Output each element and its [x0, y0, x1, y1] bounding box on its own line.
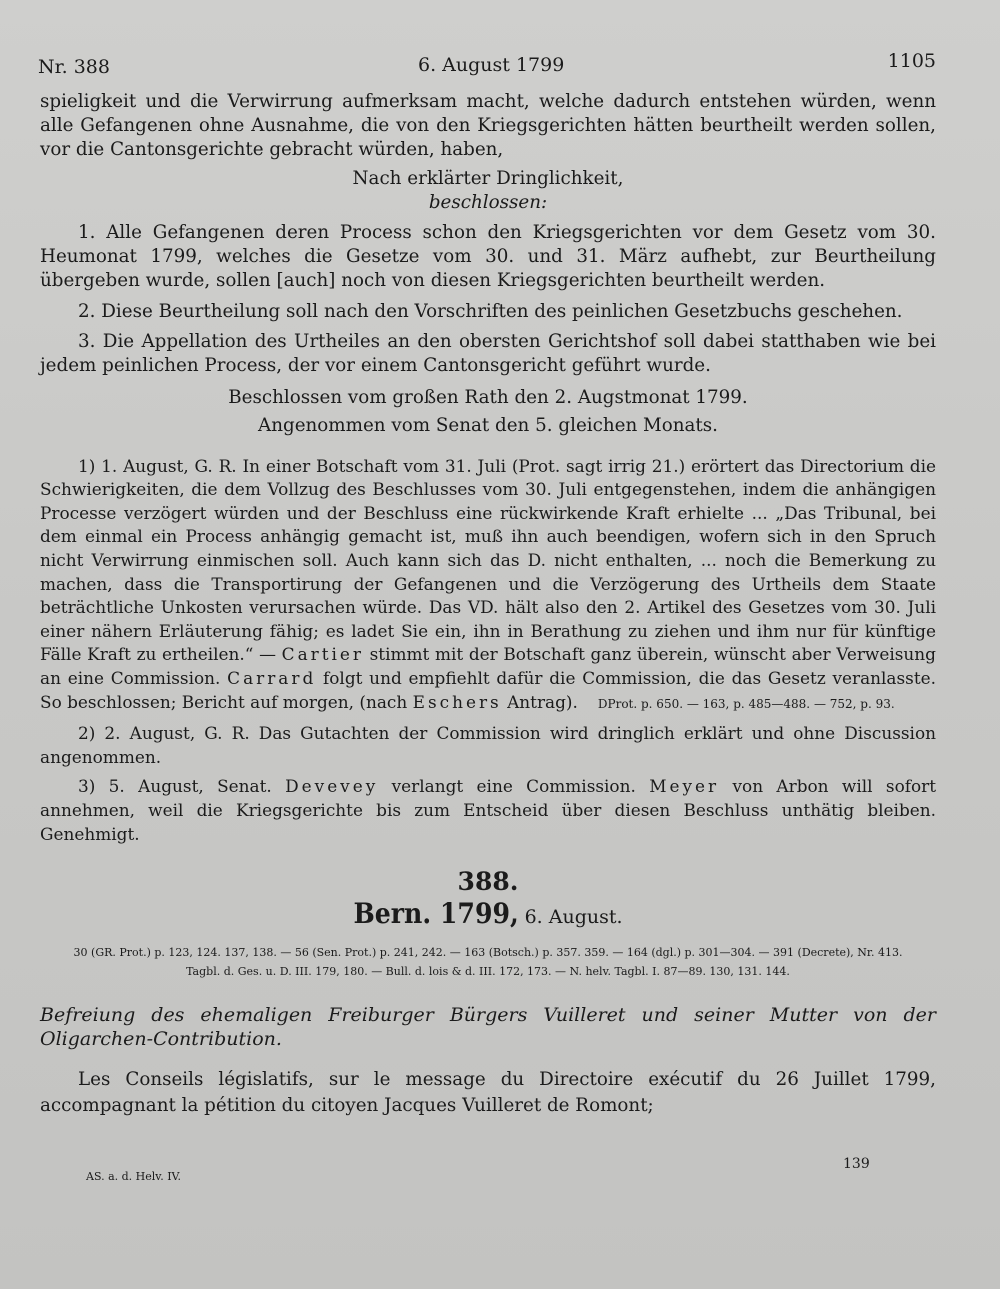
article-2: 2. Diese Beurtheilung soll nach den Vorschriften des peinlichen Gesetzbuchs geschehen. [78, 300, 903, 322]
page-body [40, 90, 936, 1119]
name-carrard: Carrard [227, 667, 317, 688]
closing-senate: Angenommen vom Senat den 5. gleichen Monats. [258, 415, 718, 437]
entry-place-date [40, 897, 936, 931]
header-date: 6. August 1799 [418, 54, 565, 76]
footer-sheet-number: 139 [843, 1156, 870, 1172]
resolved-line: beschlossen: [428, 191, 548, 213]
page-header [38, 50, 936, 80]
source-line-1: 30 (GR. Prot.) p. 123, 124. 137, 138. — 56 (Sen. Prot.) p. 241, 242. — 163 (Botsch.) p. 357. 359. — 164 (dgl.) p. 301—304. — 391 (Decrete), Nr. 413. [73, 945, 903, 959]
name-devevey: Devevey [285, 776, 379, 797]
footer-series: AS. a. d. Helv. IV. [86, 1170, 182, 1183]
footnote-1: 1) 1. August, G. R. In einer Botschaft vom 31. Juli (Prot. sagt irrig 21.) erörtert das Directorium die Schwierigkeiten, die dem Vollzug des Beschlusses vom 30. Juli entgegenstehen, indem die anhängigen Processe verzögert würden und der Beschluss eine rückwirkende Kraft erhielte ... „Das Tribunal, bei dem einmal ein Process anhängig gemacht ist, muß ihn auch beendigen, wofern sich in den Spruch nicht Verwirrung einmischen soll. Auch kann sich das D. nicht enthalten, ... noch die Bemerkung zu machen, dass die Transportirung der Gefangenen und die Verzögerung des Urtheils dem Staate beträchtliche Unkosten verursachen würde. Das VD. hält also den 2. Artikel des Gesetzes vom 30. Juli einer nähern Erläuterung fähig; es ladet Sie ein, ihn in Berathung zu ziehen und ihm nur für künftige Fälle Kraft zu ertheilen.“ — Cartier stimmt mit der Botschaft ganz überein, wünscht aber Verweisung an eine Commission. Carrard folgt und empfiehlt dafür die Commission, die das Gesetz veranlasste. So beschlossen; Bericht auf morgen, (nach Eschers Antrag). DProt. p. 650. — 163, p. 485—488. — 752, p. 93. [40, 455, 936, 712]
source-references [40, 943, 936, 981]
source-line-2: Tagbl. d. Ges. u. D. III. 179, 180. — Bull. d. lois & d. III. 172, 173. — N. helv. Tagbl. I. 87—89. 130, 131. 144. [186, 964, 790, 978]
closing-council: Beschlossen vom großen Rath den 2. Augstmonat 1799. [228, 387, 748, 409]
article-1: 1. Alle Gefangenen deren Process schon den Kriegsgerichten vor dem Gesetz vom 30. Heumonat 1799, welches die Gesetze vom 30. und 31. März aufhebt, zur Beurtheilung übergeben wurde, sollen [auch] noch von diesen Kriegsgerichten beurtheilt werden. [40, 222, 936, 292]
article-3: 3. Die Appellation des Urtheiles an den obersten Gerichtshof soll dabei statthaben wie bei jedem peinlichen Process, der vor einem Cantonsgericht geführt wurde. [40, 330, 936, 377]
footnote-3: 3) 5. August, Senat. Devevey verlangt eine Commission. Meyer von Arbon will sofort annehmen, weil die Kriegsgerichte bis zum Entscheid über diesen Beschluss unthätig bleiben. Genehmigt. [40, 776, 937, 844]
name-meyer: Meyer [649, 776, 720, 797]
footnotes [40, 455, 936, 847]
name-cartier: Cartier [281, 644, 364, 665]
french-text: Les Conseils législatifs, sur le message du Directoire exécutif du 26 Juillet 1799, accompagnant la pétition du citoyen Jacques Vuilleret de Romont; [40, 1068, 936, 1116]
entry-subject: Befreiung des ehemaligen Freiburger Bürgers Vuilleret und seiner Mutter von der Oligarchen-Contribution. [40, 1003, 936, 1050]
dprot-reference: DProt. p. 650. — 163, p. 485—488. — 752, p. 93. [597, 696, 895, 711]
footnote-2: 2) 2. August, G. R. Das Gutachten der Commission wird dringlich erklärt und ohne Discussion angenommen. [40, 723, 936, 767]
entry-number: 388. [457, 867, 519, 897]
entry-date: 6. August. [524, 906, 623, 929]
page-number: 1105 [887, 50, 936, 72]
urgency-line: Nach erklärter Dringlichkeit, [352, 167, 624, 189]
name-eschers: Eschers [412, 691, 502, 712]
document-number: Nr. 388 [38, 56, 110, 78]
entry-place: Bern. 1799, [353, 897, 519, 931]
continuation-paragraph: spieligkeit und die Verwirrung aufmerksam macht, welche dadurch entstehen würden, wenn alle Gefangenen ohne Ausnahme, die von den Kriegsgerichten hätten beurtheilt werden sollen, vor die Cantonsgerichte gebracht würden, haben, [40, 91, 936, 161]
